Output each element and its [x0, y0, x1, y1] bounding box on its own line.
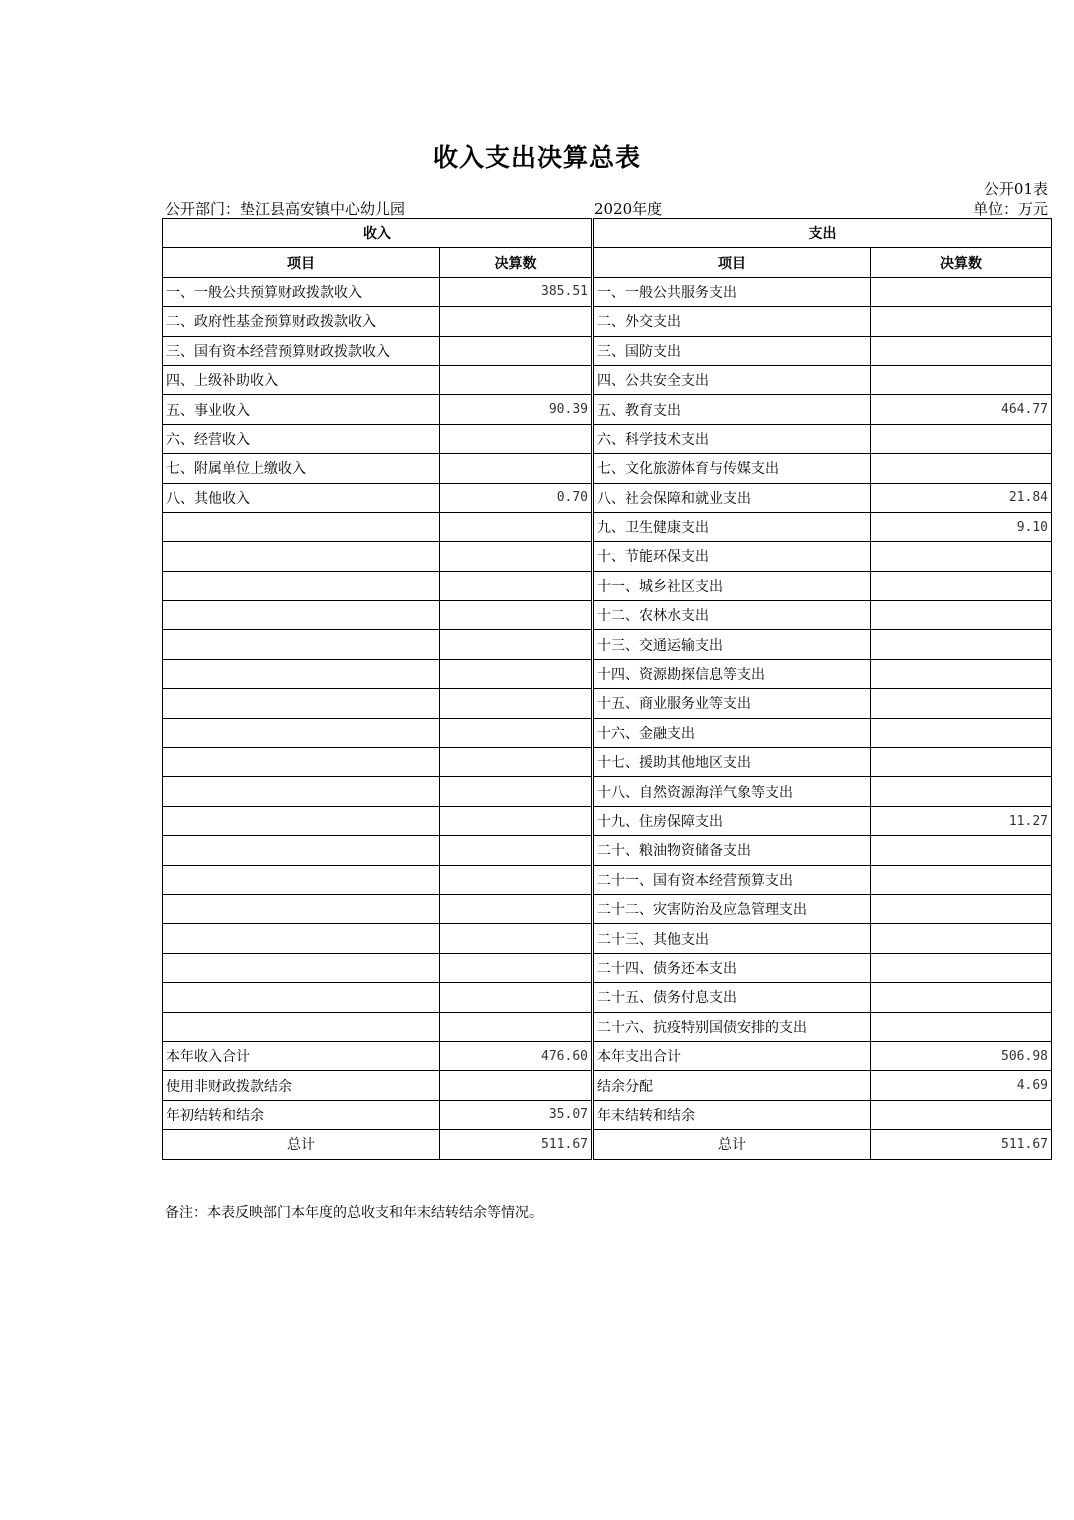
expense-amount-cell — [871, 865, 1052, 894]
income-item-cell: 六、经营收入 — [163, 424, 440, 453]
income-amount-cell — [440, 1012, 592, 1041]
income-item-cell: 四、上级补助收入 — [163, 365, 440, 394]
income-amount-cell — [440, 865, 592, 894]
table-row — [163, 983, 1052, 1012]
table-row — [163, 748, 1052, 777]
income-amount-cell — [440, 630, 592, 659]
expense-amount-cell — [871, 336, 1052, 365]
expense-amount-cell — [871, 983, 1052, 1012]
unit-label: 单位：万元 — [972, 200, 1048, 218]
income-item-cell: 八、其他收入 — [163, 483, 440, 512]
income-item-cell — [163, 630, 440, 659]
income-amount-cell: 476.60 — [440, 1041, 592, 1070]
income-amount-cell — [440, 336, 592, 365]
table-row — [163, 454, 1052, 483]
table-row — [163, 395, 1052, 424]
page-title: 收入支出决算总表 — [432, 143, 641, 172]
expense-amount-cell — [871, 307, 1052, 336]
income-amount-cell — [440, 571, 592, 600]
expense-amount-cell — [871, 424, 1052, 453]
income-header: 收入 — [163, 219, 592, 248]
income-amount-cell: 385.51 — [440, 277, 592, 306]
expense-item-cell: 五、教育支出 — [594, 395, 871, 424]
income-item-cell — [163, 953, 440, 982]
income-amount-cell — [440, 454, 592, 483]
table-row — [163, 1071, 1052, 1100]
expense-item-cell: 十五、商业服务业等支出 — [594, 689, 871, 718]
table-row — [163, 512, 1052, 541]
table-row — [163, 894, 1052, 923]
table-row — [163, 483, 1052, 512]
expense-item-cell: 二十五、债务付息支出 — [594, 983, 871, 1012]
expense-item-cell: 十九、住房保障支出 — [594, 806, 871, 835]
income-amount-cell — [440, 983, 592, 1012]
expense-total-amount: 511.67 — [871, 1130, 1052, 1159]
expense-item-cell: 十七、援助其他地区支出 — [594, 748, 871, 777]
income-item-cell — [163, 865, 440, 894]
expense-amount-cell: 21.84 — [871, 483, 1052, 512]
income-amount-cell — [440, 718, 592, 747]
income-item-cell — [163, 512, 440, 541]
expense-amount-cell — [871, 1012, 1052, 1041]
expense-item-cell: 结余分配 — [594, 1071, 871, 1100]
expense-amount-cell — [871, 454, 1052, 483]
expense-item-cell: 十二、农林水支出 — [594, 601, 871, 630]
expense-amount-cell — [871, 542, 1052, 571]
table-row — [163, 953, 1052, 982]
income-amount-cell: 90.39 — [440, 395, 592, 424]
expense-item-cell: 二十、粮油物资储备支出 — [594, 836, 871, 865]
income-amount-cell — [440, 953, 592, 982]
expense-amount-cell: 506.98 — [871, 1041, 1052, 1070]
income-item-cell — [163, 1012, 440, 1041]
expense-amount-cell: 9.10 — [871, 512, 1052, 541]
expense-amount-cell: 11.27 — [871, 806, 1052, 835]
table-row — [163, 806, 1052, 835]
expense-item-cell: 二十四、债务还本支出 — [594, 953, 871, 982]
table-row — [163, 277, 1052, 306]
expense-item-cell: 十、节能环保支出 — [594, 542, 871, 571]
department-label: 公开部门：垫江县高安镇中心幼儿园 — [165, 200, 406, 218]
expense-amount-cell — [871, 953, 1052, 982]
income-amount-cell — [440, 1071, 592, 1100]
expense-item-cell: 八、社会保障和就业支出 — [594, 483, 871, 512]
expense-amount-cell — [871, 748, 1052, 777]
income-item-cell — [163, 836, 440, 865]
expense-item-cell: 十三、交通运输支出 — [594, 630, 871, 659]
expense-amount-cell — [871, 894, 1052, 923]
expense-item-cell: 十四、资源勘探信息等支出 — [594, 659, 871, 688]
table-row — [163, 336, 1052, 365]
income-amount-cell — [440, 777, 592, 806]
expense-amount-cell — [871, 836, 1052, 865]
expense-amount-header: 决算数 — [871, 248, 1052, 277]
income-amount-cell — [440, 365, 592, 394]
income-total-label: 总计 — [163, 1130, 440, 1159]
income-item-header: 项目 — [163, 248, 440, 277]
table-row — [163, 777, 1052, 806]
income-item-cell: 三、国有资本经营预算财政拨款收入 — [163, 336, 440, 365]
income-item-cell — [163, 924, 440, 953]
income-expense-table — [162, 218, 1052, 1160]
income-item-cell — [163, 659, 440, 688]
income-item-cell: 年初结转和结余 — [163, 1100, 440, 1129]
expense-amount-cell — [871, 689, 1052, 718]
income-amount-cell — [440, 659, 592, 688]
expense-item-cell: 十一、城乡社区支出 — [594, 571, 871, 600]
income-amount-cell — [440, 512, 592, 541]
income-total-amount: 511.67 — [440, 1130, 592, 1159]
expense-item-cell: 本年支出合计 — [594, 1041, 871, 1070]
income-amount-cell: 0.70 — [440, 483, 592, 512]
income-amount-cell — [440, 894, 592, 923]
income-item-cell — [163, 777, 440, 806]
income-item-cell: 使用非财政拨款结余 — [163, 1071, 440, 1100]
income-item-cell — [163, 571, 440, 600]
expense-amount-cell — [871, 1100, 1052, 1129]
table-row — [163, 1100, 1052, 1129]
section-header-row — [163, 219, 1052, 248]
income-amount-cell — [440, 806, 592, 835]
income-amount-cell — [440, 836, 592, 865]
expense-item-cell: 年末结转和结余 — [594, 1100, 871, 1129]
income-item-cell — [163, 542, 440, 571]
income-amount-cell — [440, 601, 592, 630]
expense-amount-cell — [871, 365, 1052, 394]
income-amount-cell — [440, 542, 592, 571]
expense-item-header: 项目 — [594, 248, 871, 277]
expense-amount-cell — [871, 601, 1052, 630]
fiscal-year: 2020年度 — [594, 200, 663, 218]
expense-item-cell: 二十六、抗疫特别国债安排的支出 — [594, 1012, 871, 1041]
expense-amount-cell — [871, 659, 1052, 688]
income-item-cell: 七、附属单位上缴收入 — [163, 454, 440, 483]
expense-amount-cell — [871, 630, 1052, 659]
income-item-cell — [163, 601, 440, 630]
table-row — [163, 836, 1052, 865]
table-row — [163, 571, 1052, 600]
expense-item-cell: 二十一、国有资本经营预算支出 — [594, 865, 871, 894]
income-item-cell: 本年收入合计 — [163, 1041, 440, 1070]
expense-item-cell: 九、卫生健康支出 — [594, 512, 871, 541]
expense-amount-cell — [871, 571, 1052, 600]
expense-item-cell: 十八、自然资源海洋气象等支出 — [594, 777, 871, 806]
income-amount-cell: 35.07 — [440, 1100, 592, 1129]
total-row — [163, 1130, 1052, 1159]
table-row — [163, 601, 1052, 630]
income-amount-header: 决算数 — [440, 248, 592, 277]
income-item-cell — [163, 806, 440, 835]
table-row — [163, 924, 1052, 953]
income-item-cell: 五、事业收入 — [163, 395, 440, 424]
expense-header: 支出 — [594, 219, 1052, 248]
expense-item-cell: 十六、金融支出 — [594, 718, 871, 747]
income-amount-cell — [440, 748, 592, 777]
table-row — [163, 865, 1052, 894]
expense-item-cell: 一、一般公共服务支出 — [594, 277, 871, 306]
expense-item-cell: 六、科学技术支出 — [594, 424, 871, 453]
table-row — [163, 365, 1052, 394]
income-item-cell — [163, 748, 440, 777]
income-item-cell: 一、一般公共预算财政拨款收入 — [163, 277, 440, 306]
footnote: 备注：本表反映部门本年度的总收支和年末结转结余等情况。 — [165, 1205, 543, 1221]
expense-item-cell: 七、文化旅游体育与传媒支出 — [594, 454, 871, 483]
table-row — [163, 689, 1052, 718]
expense-amount-cell — [871, 777, 1052, 806]
expense-amount-cell — [871, 277, 1052, 306]
table-row — [163, 1041, 1052, 1070]
income-item-cell — [163, 983, 440, 1012]
table-row — [163, 1012, 1052, 1041]
form-number: 公开01表 — [983, 180, 1048, 198]
income-amount-cell — [440, 424, 592, 453]
table-row — [163, 542, 1052, 571]
income-amount-cell — [440, 924, 592, 953]
expense-item-cell: 四、公共安全支出 — [594, 365, 871, 394]
expense-item-cell: 三、国防支出 — [594, 336, 871, 365]
table-row — [163, 424, 1052, 453]
table-row — [163, 718, 1052, 747]
table-row — [163, 659, 1052, 688]
expense-total-label: 总计 — [594, 1130, 871, 1159]
expense-amount-cell: 4.69 — [871, 1071, 1052, 1100]
expense-item-cell: 二十三、其他支出 — [594, 924, 871, 953]
income-item-cell — [163, 718, 440, 747]
expense-item-cell: 二十二、灾害防治及应急管理支出 — [594, 894, 871, 923]
table-row — [163, 630, 1052, 659]
income-amount-cell — [440, 307, 592, 336]
column-header-row — [163, 248, 1052, 277]
income-item-cell: 二、政府性基金预算财政拨款收入 — [163, 307, 440, 336]
income-item-cell — [163, 689, 440, 718]
expense-amount-cell — [871, 718, 1052, 747]
table-row — [163, 307, 1052, 336]
income-amount-cell — [440, 689, 592, 718]
expense-amount-cell: 464.77 — [871, 395, 1052, 424]
expense-item-cell: 二、外交支出 — [594, 307, 871, 336]
income-item-cell — [163, 894, 440, 923]
expense-amount-cell — [871, 924, 1052, 953]
